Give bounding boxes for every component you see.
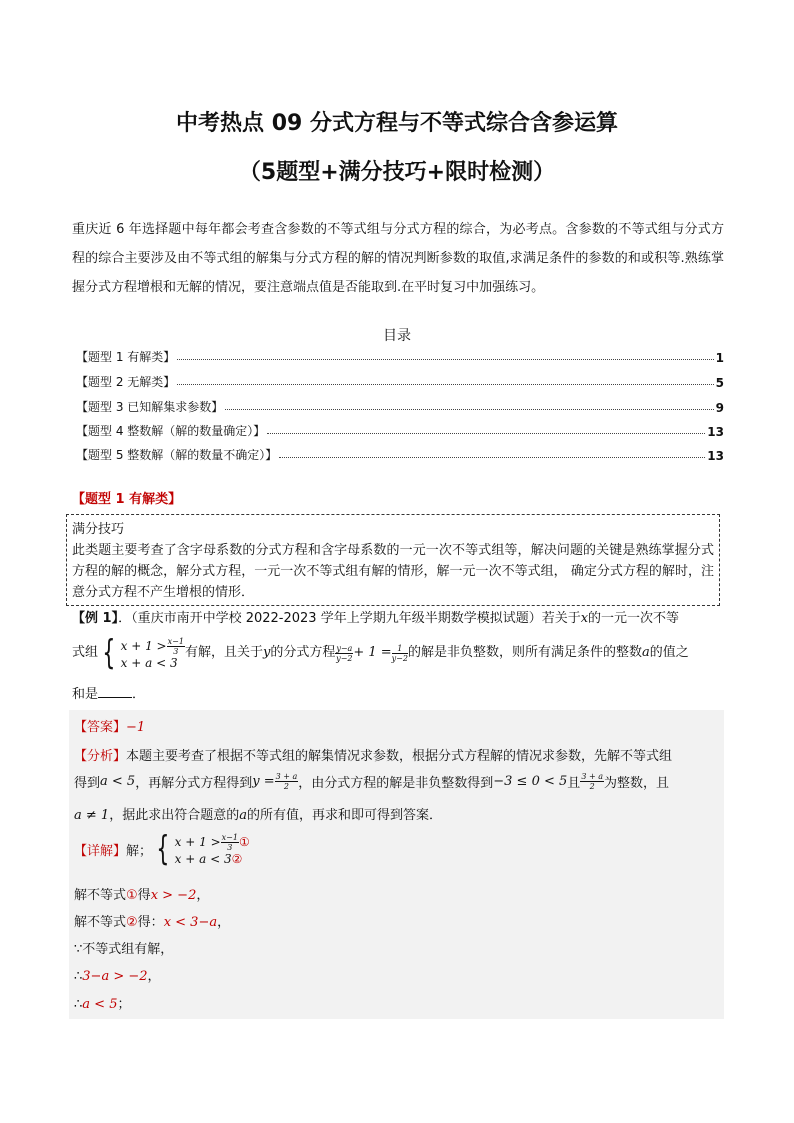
page-subtitle: （5题型+满分技巧+限时检测） — [238, 160, 556, 185]
frac-den: 2 — [589, 782, 595, 791]
detail-label: 【详解】 — [74, 843, 127, 859]
frac-num: 3 + a — [581, 772, 603, 781]
circled-mark: ② — [231, 851, 243, 866]
section-title: 【题型 1 有解类】 — [72, 492, 182, 507]
answer-blank[interactable] — [98, 685, 132, 698]
toc-item[interactable] — [72, 441, 724, 463]
analysis-text: ，据此求出符合题意的 — [109, 808, 240, 823]
tip-body: 此类题主要考查了含字母系数的分式方程和含字母系数的一元一次不等式组等，解决问题的关键是熟练掌握分式方程的解的概念，解分式方程，一元一次不等式组有解的情形，解一元一次不等式组， 确定分式方程的解时，注意分式方程不产生增根的情形． — [72, 543, 714, 600]
step-text: 解不等式 — [74, 888, 127, 903]
example-text: 的值之 — [649, 645, 689, 660]
analysis-text: ，再解分式方程得到 — [135, 776, 253, 791]
math-expr: a < 5 — [82, 997, 118, 1012]
detail-line — [74, 829, 250, 869]
fraction — [275, 772, 299, 791]
example-text: 式组 — [72, 645, 99, 660]
example-line-1 — [72, 608, 724, 630]
analysis-text: 本题主要考查了根据不等式组的解集情况求参数，根据分式方程解的情况求参数，先解不等式组 — [126, 749, 673, 764]
example-label: 【例 1】 — [72, 611, 119, 626]
example-line-3 — [72, 684, 724, 706]
fraction — [392, 644, 408, 663]
step-line — [74, 884, 209, 903]
analysis-line-3 — [74, 804, 442, 823]
equation-mid: + 1 = — [353, 645, 392, 660]
frac-num: x−1 — [167, 636, 184, 646]
math-expr: −3 ≤ 0 < 5 — [493, 774, 568, 789]
frac-num: y−a — [336, 643, 353, 653]
frac-den: 2 — [283, 782, 289, 791]
toc-item-label: 【题型 5 整数解（解的数量不确定）】 — [76, 448, 278, 462]
math-expr: x < 3−a — [163, 915, 218, 930]
frac-num: 1 — [392, 644, 408, 654]
circled-mark: ① — [126, 888, 138, 903]
frac-den: 3 — [227, 842, 233, 852]
tip-title: 满分技巧 — [72, 522, 125, 537]
inequality-2: x + a < 3 — [120, 655, 178, 670]
step-text: ； — [117, 997, 131, 1012]
answer-value: −1 — [126, 720, 146, 735]
analysis-text: 的所有值，再求和即可得到答案． — [246, 808, 442, 823]
var-y: y — [262, 645, 271, 660]
frac-num: x−1 — [221, 832, 238, 842]
fraction — [580, 772, 604, 791]
circled-mark: ② — [126, 915, 138, 930]
intro-paragraph: 重庆近 6 年选择题中每年都会考查含参数的不等式组与分式方程的综合，为必考点。含参数的不等式组与分式方程的综合主要涉及由不等式组的解集与分式方程的解的情况判断参数的取值,求满足条件的参数的和或积等.熟练掌握分式方程增根和无解的情况，要注意端点值是否能取到.在平时复习中加强练习。 — [72, 222, 724, 295]
toc-item-page: 1 — [715, 351, 724, 365]
var-x: x — [580, 611, 589, 626]
inequality-system: { x + 1 > $\frac{x-1}{3}$ ① x + a < 3② — [156, 829, 250, 869]
step-text: ∵不等式组有解， — [74, 942, 174, 957]
step-text: 得 — [137, 888, 151, 903]
math-expr: y = — [252, 774, 275, 789]
detail-intro: 解； — [126, 843, 153, 859]
step-line — [74, 938, 173, 957]
example-text: 的分式方程 — [270, 645, 336, 660]
toc-item[interactable] — [72, 368, 724, 390]
math-expr: x > −2 — [150, 888, 197, 903]
toc-item-page: 5 — [715, 376, 724, 390]
step-line — [74, 911, 230, 930]
answer-label: 【答案】 — [74, 720, 127, 735]
step-text: ， — [147, 969, 161, 984]
step-text: ∴ — [74, 997, 83, 1012]
math-expr: a — [239, 808, 247, 823]
toc-item-label: 【题型 1 有解类】 — [76, 350, 176, 364]
inequality-system: { x + 1 > $\frac{x-1}{3}$ x + a < 3 — [102, 633, 184, 673]
step-text: ， — [196, 888, 210, 903]
toc-item-page: 9 — [715, 401, 724, 415]
example-text: 和是 — [72, 687, 99, 702]
circled-mark: ① — [238, 834, 250, 849]
frac-den: y−2 — [391, 653, 408, 663]
frac-den: 3 — [173, 646, 179, 656]
analysis-line-2 — [74, 772, 669, 791]
example-text: 的一元一次不等 — [588, 611, 680, 626]
toc-item[interactable] — [72, 417, 724, 439]
step-line — [74, 965, 161, 984]
answer-line — [74, 716, 145, 735]
example-text: 的解是非负整数，则所有满足条件的整数 — [407, 645, 642, 660]
example-line-2 — [72, 633, 724, 673]
step-line — [74, 993, 130, 1012]
var-a: a — [641, 645, 650, 660]
math-expr: 3−a > −2 — [82, 969, 148, 984]
example-text: ． — [132, 687, 146, 702]
analysis-label: 【分析】 — [74, 749, 127, 764]
inequality-1: x + 1 > — [120, 638, 167, 653]
fraction — [335, 644, 353, 663]
example-text: 有解，且关于 — [184, 645, 263, 660]
analysis-text: 得到 — [74, 776, 101, 791]
toc-item-page: 13 — [707, 425, 724, 439]
step-text: ∴ — [74, 969, 83, 984]
analysis-text: ，由分式方程的解是非负整数得到 — [298, 776, 494, 791]
analysis-line-1 — [74, 745, 722, 764]
frac-den: y−2 — [336, 653, 353, 663]
toc-item-page: 13 — [707, 449, 724, 463]
toc-item[interactable] — [72, 393, 724, 415]
toc-item-label: 【题型 2 无解类】 — [76, 375, 176, 389]
math-expr: a < 5 — [100, 774, 136, 789]
toc-item[interactable] — [72, 343, 724, 365]
page-title: 中考热点 09 分式方程与不等式综合含参运算 — [176, 111, 618, 136]
example-source: ．（重庆市南开中学校 2022-2023 学年上学期九年级半期数学模拟试题）若关于 — [118, 611, 581, 626]
inequality-1: x + 1 > — [174, 834, 221, 849]
toc-item-label: 【题型 3 已知解集求参数】 — [76, 400, 224, 414]
analysis-text: 且 — [567, 776, 581, 791]
math-expr: a ≠ 1 — [74, 808, 110, 823]
step-text: 解不等式 — [74, 915, 127, 930]
step-text: 得： — [137, 915, 164, 930]
inequality-2: x + a < 3 — [174, 851, 232, 866]
analysis-text: 为整数，且 — [603, 776, 669, 791]
step-text: ， — [217, 915, 231, 930]
frac-num: 3 + a — [275, 772, 298, 781]
toc-heading: 目录 — [383, 328, 411, 344]
toc-item-label: 【题型 4 整数解（解的数量确定）】 — [76, 424, 266, 438]
